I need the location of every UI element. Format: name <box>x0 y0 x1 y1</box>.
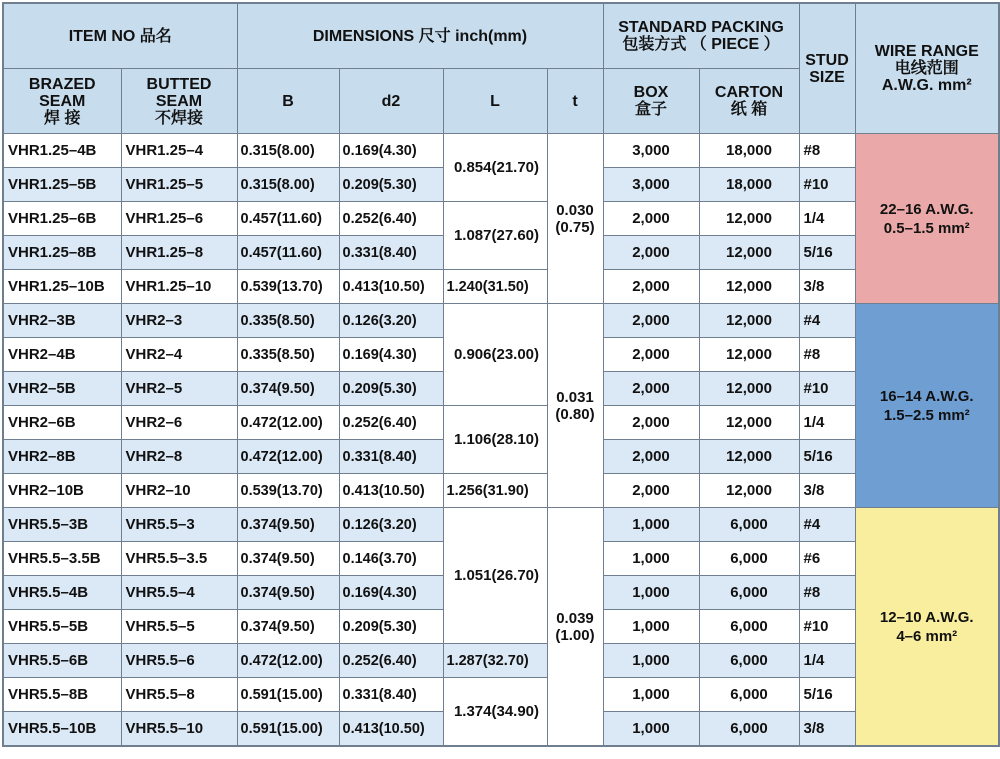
d2-header: d2 <box>339 69 443 134</box>
brazed-cell: VHR1.25–6B <box>3 202 121 236</box>
l-cell: 1.087(27.60) <box>443 202 547 270</box>
d2-cell: 0.209(5.30) <box>339 372 443 406</box>
butted-cell: VHR5.5–10 <box>121 712 237 747</box>
box-cell: 1,000 <box>603 712 699 747</box>
box-cell: 1,000 <box>603 576 699 610</box>
stud-cell: 3/8 <box>799 474 855 508</box>
d2-cell: 0.169(4.30) <box>339 338 443 372</box>
butted-cell: VHR2–8 <box>121 440 237 474</box>
stud-cell: 5/16 <box>799 440 855 474</box>
butted-cell: VHR5.5–6 <box>121 644 237 678</box>
d2-cell: 0.252(6.40) <box>339 406 443 440</box>
b-cell: 0.472(12.00) <box>237 406 339 440</box>
brazed-cell: VHR5.5–3.5B <box>3 542 121 576</box>
b-cell: 0.315(8.00) <box>237 168 339 202</box>
stud-cell: #10 <box>799 610 855 644</box>
stud-cell: 3/8 <box>799 270 855 304</box>
d2-cell: 0.331(8.40) <box>339 678 443 712</box>
d2-cell: 0.252(6.40) <box>339 644 443 678</box>
stud-cell: 5/16 <box>799 678 855 712</box>
box-cell: 2,000 <box>603 372 699 406</box>
table-row <box>3 134 999 168</box>
brazed-cell: VHR5.5–10B <box>3 712 121 747</box>
b-cell: 0.335(8.50) <box>237 338 339 372</box>
wire-range-cell: 22–16 A.W.G. 0.5–1.5 mm² <box>855 134 999 304</box>
b-cell: 0.374(9.50) <box>237 508 339 542</box>
brazed-cell: VHR2–6B <box>3 406 121 440</box>
d2-cell: 0.126(3.20) <box>339 508 443 542</box>
b-cell: 0.374(9.50) <box>237 610 339 644</box>
t-header: t <box>547 69 603 134</box>
butted-cell: VHR2–5 <box>121 372 237 406</box>
butted-cell: VHR2–3 <box>121 304 237 338</box>
carton-cell: 12,000 <box>699 202 799 236</box>
table-row <box>3 644 999 678</box>
brazed-cell: VHR5.5–3B <box>3 508 121 542</box>
table-row <box>3 406 999 440</box>
box-cell: 2,000 <box>603 474 699 508</box>
b-cell: 0.591(15.00) <box>237 712 339 747</box>
d2-cell: 0.209(5.30) <box>339 610 443 644</box>
table-row <box>3 202 999 236</box>
b-cell: 0.335(8.50) <box>237 304 339 338</box>
stud-cell: #6 <box>799 542 855 576</box>
l-cell: 1.106(28.10) <box>443 406 547 474</box>
wire-range-cell: 16–14 A.W.G. 1.5–2.5 mm² <box>855 304 999 508</box>
carton-cell: 12,000 <box>699 474 799 508</box>
d2-cell: 0.413(10.50) <box>339 270 443 304</box>
carton-cell: 6,000 <box>699 712 799 747</box>
carton-cell: 6,000 <box>699 508 799 542</box>
brazed-cell: VHR1.25–4B <box>3 134 121 168</box>
box-cell: 2,000 <box>603 236 699 270</box>
table-row <box>3 474 999 508</box>
brazed-cell: VHR2–3B <box>3 304 121 338</box>
b-cell: 0.457(11.60) <box>237 202 339 236</box>
d2-cell: 0.413(10.50) <box>339 474 443 508</box>
box-cell: 1,000 <box>603 678 699 712</box>
b-cell: 0.457(11.60) <box>237 236 339 270</box>
butted-cell: VHR1.25–10 <box>121 270 237 304</box>
carton-cell: 12,000 <box>699 304 799 338</box>
box-cell: 3,000 <box>603 168 699 202</box>
box-cell: 2,000 <box>603 304 699 338</box>
box-cell: 1,000 <box>603 508 699 542</box>
brazed-cell: VHR2–8B <box>3 440 121 474</box>
brazed-cell: VHR5.5–8B <box>3 678 121 712</box>
stud-cell: 5/16 <box>799 236 855 270</box>
butted-seam-header: BUTTED SEAM 不焊接 <box>121 69 237 134</box>
carton-cell: 18,000 <box>699 168 799 202</box>
brazed-cell: VHR1.25–5B <box>3 168 121 202</box>
l-cell: 0.854(21.70) <box>443 134 547 202</box>
d2-cell: 0.169(4.30) <box>339 576 443 610</box>
butted-cell: VHR5.5–3.5 <box>121 542 237 576</box>
stud-cell: #8 <box>799 576 855 610</box>
butted-cell: VHR1.25–4 <box>121 134 237 168</box>
item-no-header: ITEM NO 品名 <box>3 3 237 69</box>
b-cell: 0.591(15.00) <box>237 678 339 712</box>
t-cell: 0.039 (1.00) <box>547 508 603 747</box>
carton-cell: 18,000 <box>699 134 799 168</box>
table-row <box>3 508 999 542</box>
stud-cell: 1/4 <box>799 406 855 440</box>
box-cell: 2,000 <box>603 270 699 304</box>
butted-cell: VHR2–4 <box>121 338 237 372</box>
carton-cell: 12,000 <box>699 406 799 440</box>
butted-cell: VHR5.5–8 <box>121 678 237 712</box>
butted-cell: VHR5.5–3 <box>121 508 237 542</box>
b-cell: 0.374(9.50) <box>237 372 339 406</box>
l-header: L <box>443 69 547 134</box>
b-cell: 0.539(13.70) <box>237 270 339 304</box>
b-cell: 0.315(8.00) <box>237 134 339 168</box>
carton-cell: 6,000 <box>699 610 799 644</box>
stud-cell: #8 <box>799 338 855 372</box>
b-cell: 0.374(9.50) <box>237 576 339 610</box>
stud-cell: #10 <box>799 372 855 406</box>
brazed-cell: VHR1.25–8B <box>3 236 121 270</box>
l-cell: 1.240(31.50) <box>443 270 547 304</box>
l-cell: 1.256(31.90) <box>443 474 547 508</box>
carton-cell: 12,000 <box>699 372 799 406</box>
t-cell: 0.031 (0.80) <box>547 304 603 508</box>
table-row <box>3 304 999 338</box>
d2-cell: 0.331(8.40) <box>339 440 443 474</box>
d2-cell: 0.209(5.30) <box>339 168 443 202</box>
brazed-cell: VHR2–10B <box>3 474 121 508</box>
box-cell: 1,000 <box>603 644 699 678</box>
brazed-cell: VHR5.5–6B <box>3 644 121 678</box>
b-cell: 0.472(12.00) <box>237 644 339 678</box>
b-cell: 0.539(13.70) <box>237 474 339 508</box>
butted-cell: VHR2–10 <box>121 474 237 508</box>
brazed-cell: VHR2–5B <box>3 372 121 406</box>
box-cell: 2,000 <box>603 202 699 236</box>
stud-cell: #4 <box>799 304 855 338</box>
box-cell: 2,000 <box>603 338 699 372</box>
carton-cell: 6,000 <box>699 678 799 712</box>
carton-cell: 6,000 <box>699 644 799 678</box>
carton-cell: 6,000 <box>699 576 799 610</box>
brazed-cell: VHR2–4B <box>3 338 121 372</box>
l-cell: 1.287(32.70) <box>443 644 547 678</box>
d2-cell: 0.331(8.40) <box>339 236 443 270</box>
standard-packing-header: STANDARD PACKING 包装方式 （ PIECE ） <box>603 3 799 69</box>
carton-cell: 12,000 <box>699 270 799 304</box>
d2-cell: 0.169(4.30) <box>339 134 443 168</box>
box-cell: 2,000 <box>603 440 699 474</box>
stud-cell: 1/4 <box>799 644 855 678</box>
carton-cell: 12,000 <box>699 338 799 372</box>
brazed-cell: VHR1.25–10B <box>3 270 121 304</box>
box-cell: 3,000 <box>603 134 699 168</box>
wire-range-header: WIRE RANGE 电线范围 A.W.G. mm² <box>855 3 999 134</box>
stud-cell: #4 <box>799 508 855 542</box>
table-row <box>3 270 999 304</box>
butted-cell: VHR1.25–5 <box>121 168 237 202</box>
butted-cell: VHR5.5–5 <box>121 610 237 644</box>
stud-cell: 3/8 <box>799 712 855 747</box>
box-header: BOX 盒子 <box>603 69 699 134</box>
d2-cell: 0.252(6.40) <box>339 202 443 236</box>
stud-cell: #10 <box>799 168 855 202</box>
carton-cell: 12,000 <box>699 236 799 270</box>
stud-size-header: STUD SIZE <box>799 3 855 134</box>
brazed-cell: VHR5.5–4B <box>3 576 121 610</box>
d2-cell: 0.413(10.50) <box>339 712 443 747</box>
b-header: B <box>237 69 339 134</box>
butted-cell: VHR5.5–4 <box>121 576 237 610</box>
carton-cell: 6,000 <box>699 542 799 576</box>
b-cell: 0.374(9.50) <box>237 542 339 576</box>
l-cell: 1.051(26.70) <box>443 508 547 644</box>
brazed-cell: VHR5.5–5B <box>3 610 121 644</box>
d2-cell: 0.126(3.20) <box>339 304 443 338</box>
carton-header: CARTON 纸 箱 <box>699 69 799 134</box>
box-cell: 2,000 <box>603 406 699 440</box>
butted-cell: VHR2–6 <box>121 406 237 440</box>
t-cell: 0.030 (0.75) <box>547 134 603 304</box>
stud-cell: 1/4 <box>799 202 855 236</box>
table-row <box>3 678 999 712</box>
box-cell: 1,000 <box>603 610 699 644</box>
stud-cell: #8 <box>799 134 855 168</box>
box-cell: 1,000 <box>603 542 699 576</box>
l-cell: 0.906(23.00) <box>443 304 547 406</box>
butted-cell: VHR1.25–6 <box>121 202 237 236</box>
carton-cell: 12,000 <box>699 440 799 474</box>
d2-cell: 0.146(3.70) <box>339 542 443 576</box>
wire-range-cell: 12–10 A.W.G. 4–6 mm² <box>855 508 999 747</box>
dimensions-header: DIMENSIONS 尺寸 inch(mm) <box>237 3 603 69</box>
butted-cell: VHR1.25–8 <box>121 236 237 270</box>
b-cell: 0.472(12.00) <box>237 440 339 474</box>
brazed-seam-header: BRAZED SEAM 焊 接 <box>3 69 121 134</box>
l-cell: 1.374(34.90) <box>443 678 547 747</box>
spec-table <box>2 2 1000 747</box>
